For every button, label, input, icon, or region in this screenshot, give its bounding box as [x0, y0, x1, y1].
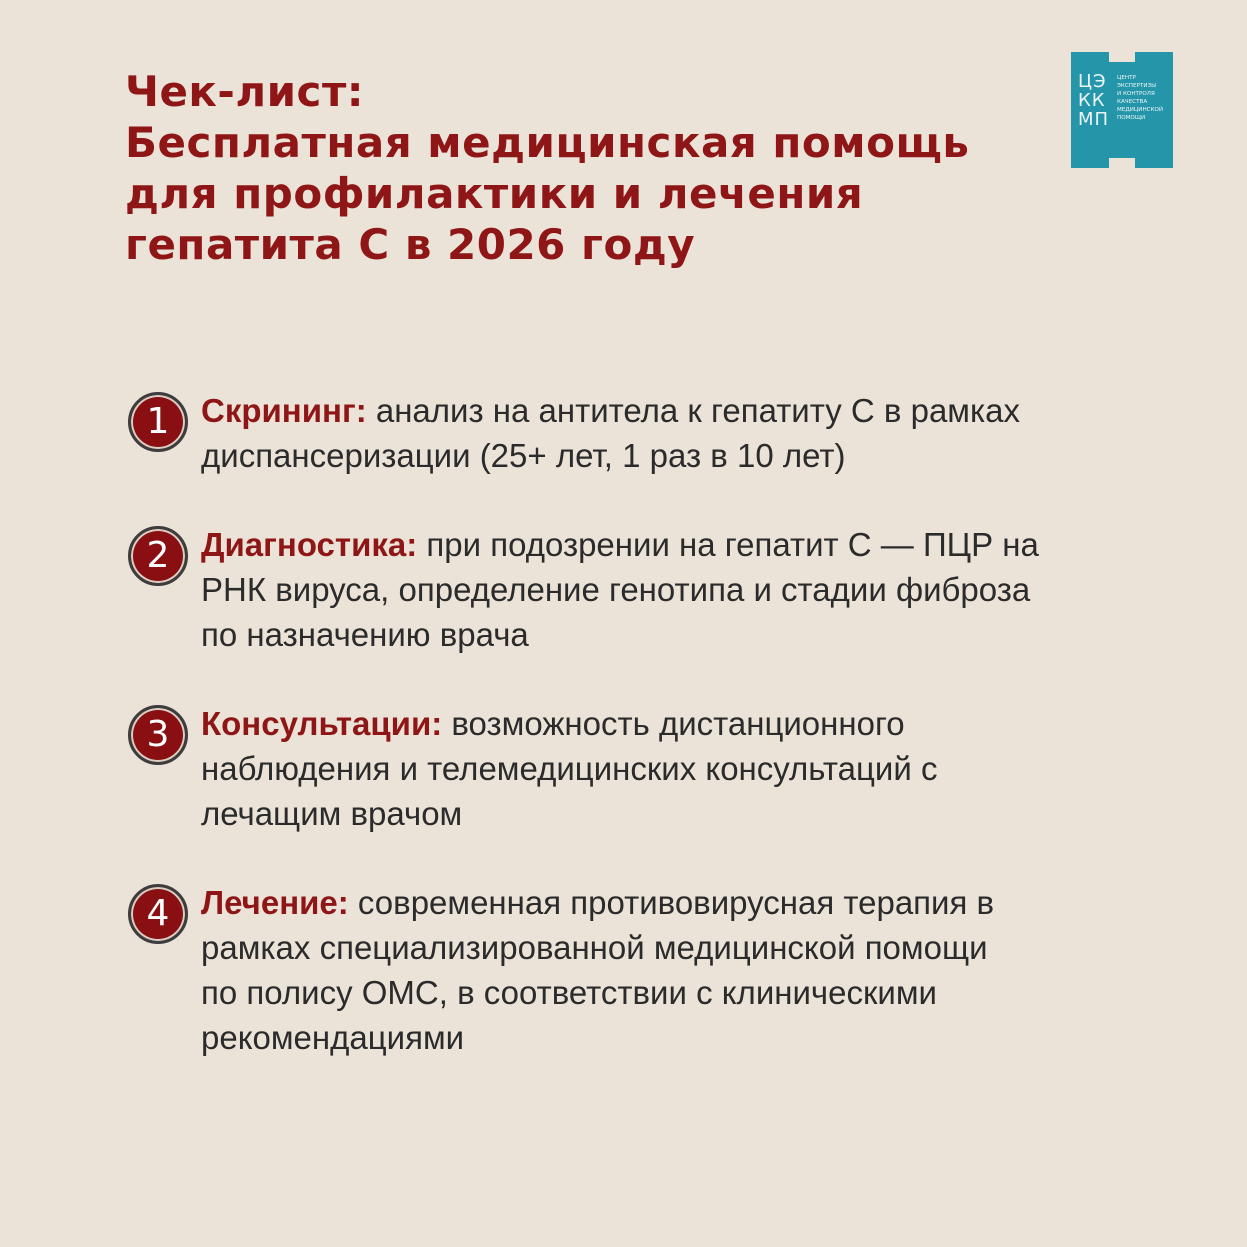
item-first-line — [201, 522, 1145, 567]
number-badge: 1 — [128, 392, 188, 452]
page-title — [125, 66, 1025, 270]
title-line: гепатита С в 2026 году — [125, 220, 696, 269]
title-line: Чек-лист: — [125, 67, 365, 116]
item-text: при подозрении на гепатит С — ПЦР на — [417, 526, 1039, 563]
logo-name-line: ЭКСПЕРТИЗЫ — [1117, 83, 1157, 89]
item-label: Консультации: — [201, 705, 443, 742]
item-first-line — [201, 388, 1145, 433]
checklist-item-consultations — [125, 701, 1145, 836]
item-text: современная противовирусная терапия в — [348, 884, 995, 921]
item-label: Лечение: — [201, 884, 349, 921]
logo-name-line: МЕДИЦИНСКОЙ — [1117, 107, 1164, 113]
item-label: Диагностика: — [201, 526, 418, 563]
number-badge: 3 — [128, 705, 188, 765]
logo-name-line: ЦЕНТР — [1117, 75, 1136, 81]
item-text: возможность дистанционного — [442, 705, 905, 742]
item-text: по назначению врача — [201, 616, 529, 653]
number-badge: 4 — [128, 884, 188, 944]
item-label: Скрининг: — [201, 392, 367, 429]
item-text: наблюдения и телемедицинских консультаций с — [201, 750, 938, 787]
title-line: для профилактики и лечения — [125, 169, 864, 218]
logo-abbr-line: ЦЭ — [1078, 71, 1107, 92]
logo-name-line: ПОМОЩИ — [1117, 115, 1146, 121]
checklist-item-screening — [125, 388, 1145, 478]
logo-abbreviation — [1078, 72, 1116, 129]
item-text: анализ на антитела к гепатиту С в рамках — [366, 392, 1021, 429]
number-badge: 2 — [128, 526, 188, 586]
logo — [1071, 52, 1173, 168]
checklist-item-diagnostics — [125, 522, 1145, 657]
item-text: диспансеризации (25+ лет, 1 раз в 10 лет) — [201, 437, 846, 474]
item-text: лечащим врачом — [201, 795, 463, 832]
logo-full-name — [1117, 74, 1173, 122]
item-text: РНК вируса, определение генотипа и стадии фиброза — [201, 571, 1031, 608]
item-text: по полису ОМС, в соответствии с клиническими — [201, 974, 937, 1011]
item-first-line — [201, 880, 1145, 925]
item-first-line — [201, 701, 1145, 746]
title-line: Бесплатная медицинская помощь — [125, 118, 970, 167]
item-text: рекомендациями — [201, 1019, 465, 1056]
checklist-item-treatment — [125, 880, 1145, 1060]
logo-name-line: И КОНТРОЛЯ — [1117, 91, 1155, 97]
item-text: рамках специализированной медицинской помощи — [201, 929, 988, 966]
logo-abbr-line: КК — [1078, 90, 1106, 111]
checklist — [125, 388, 1145, 1060]
logo-name-line: КАЧЕСТВА — [1117, 99, 1148, 105]
logo-abbr-line: МП — [1078, 109, 1110, 130]
